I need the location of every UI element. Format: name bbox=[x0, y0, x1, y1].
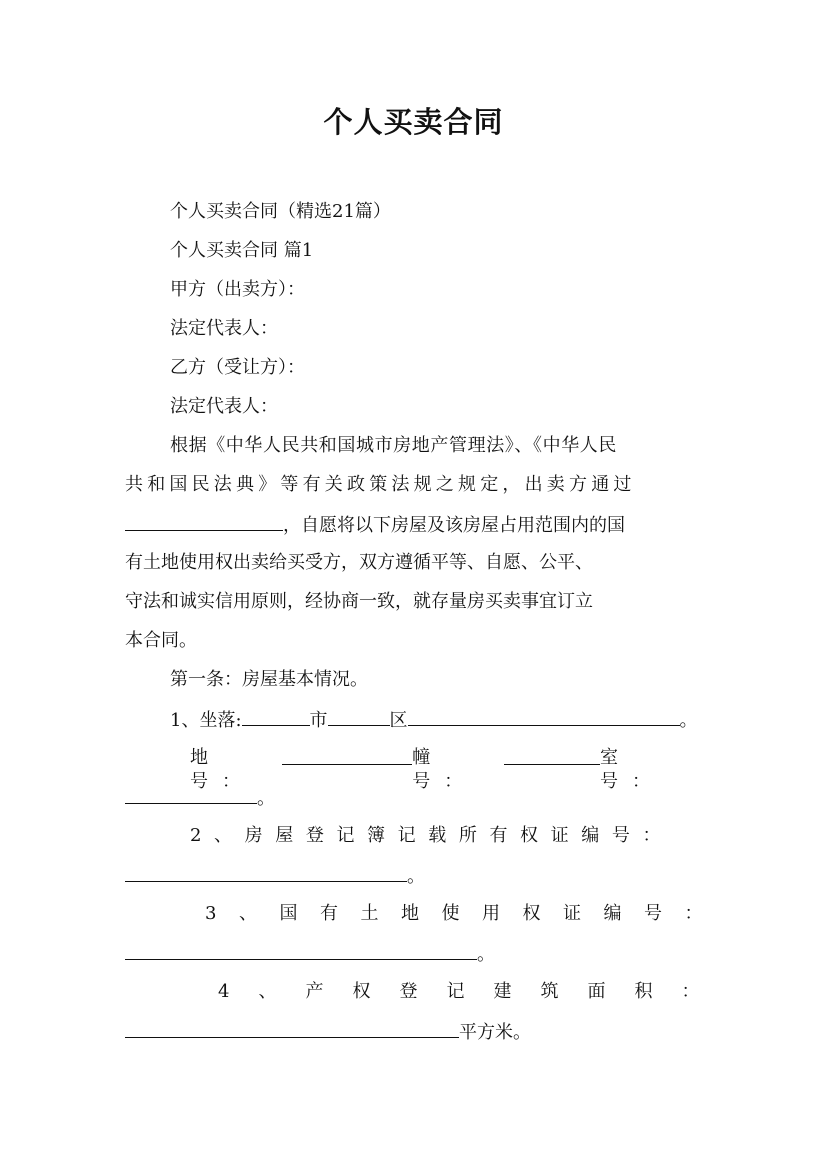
line-end: 。 bbox=[407, 866, 425, 887]
blank-field bbox=[328, 707, 390, 726]
blank-field bbox=[408, 707, 680, 726]
party-b-line: 乙方（受让方）： bbox=[170, 357, 305, 378]
document-title: 个人买卖合同 bbox=[323, 105, 504, 139]
blank-field bbox=[242, 707, 310, 726]
paragraph-line: 守法和诚实信用原则，经协商一致，就存量房买卖事宜订立 bbox=[125, 591, 593, 612]
unit-label: 平方米。 bbox=[459, 1022, 531, 1043]
lot-label: 地号： bbox=[190, 747, 254, 792]
party-a-line: 甲方（出卖方）： bbox=[170, 279, 305, 300]
blank-field bbox=[125, 863, 407, 882]
blank-field bbox=[125, 1019, 459, 1038]
line-end: 。 bbox=[477, 944, 495, 965]
item-2-label: 2、房屋登记簿记载所有权证编号： bbox=[190, 825, 674, 846]
paragraph-line: 有土地使用权出卖给买受方，双方遵循平等、自愿、公平、 bbox=[125, 552, 593, 573]
item-4-label: 4、产权登记建筑面积： bbox=[218, 981, 729, 1002]
article-heading: 第一条：房屋基本情况。 bbox=[170, 669, 368, 690]
building-label: 幢号： bbox=[412, 747, 477, 792]
item-3-label: 3、国有土地使用权证编号： bbox=[205, 903, 725, 924]
location-line bbox=[170, 707, 698, 733]
blank-field bbox=[282, 746, 412, 765]
blank-field bbox=[504, 746, 600, 765]
line-end: 。 bbox=[257, 788, 275, 809]
city-label: 市 bbox=[309, 710, 328, 731]
blank-field bbox=[125, 512, 283, 531]
blank-field bbox=[125, 785, 257, 804]
paragraph-text: ，自愿将以下房屋及该房屋占用范围内的国 bbox=[283, 515, 625, 536]
paragraph-line: 本合同。 bbox=[125, 630, 197, 651]
paragraph-line: 根据《中华人民共和国城市房地产管理法》、《中华人民 bbox=[170, 435, 617, 456]
blank-field bbox=[125, 941, 477, 960]
party-a-rep-line: 法定代表人： bbox=[170, 318, 278, 339]
party-b-rep-line: 法定代表人： bbox=[170, 396, 278, 417]
room-label: 室号： bbox=[600, 747, 665, 792]
subtitle-line: 个人买卖合同（精选21篇） bbox=[170, 201, 391, 222]
paragraph-line-with-blank bbox=[125, 512, 625, 538]
blank-line bbox=[125, 941, 495, 967]
blank-line bbox=[125, 863, 425, 889]
district-label: 区 bbox=[389, 710, 408, 731]
blank-line bbox=[125, 785, 275, 811]
location-label: 1、坐落: bbox=[170, 710, 242, 731]
paragraph-line: 共和国民法典》等有关政策法规之规定，出卖方通过 bbox=[125, 474, 636, 495]
area-line bbox=[125, 1019, 531, 1045]
section-heading: 个人买卖合同 篇1 bbox=[170, 240, 314, 261]
line-end: 。 bbox=[679, 710, 698, 731]
